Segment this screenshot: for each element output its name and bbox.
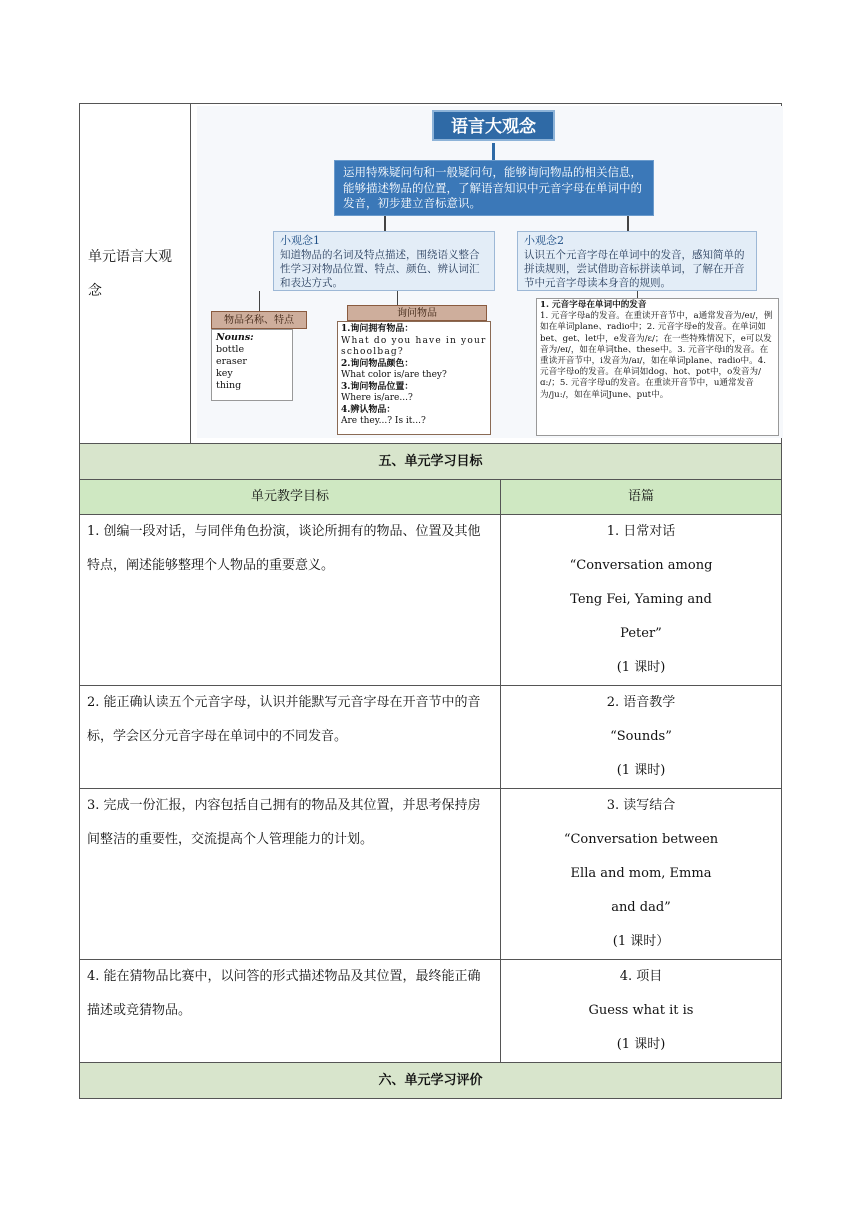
- document-table: [79, 103, 782, 1099]
- sounds-text: 1. 元音字母a的发音。在重读开音节中，a通常发音为/eɪ/，例如在单词plane、radio中；2. 元音字母e的发音。在单词如bet、get、let中，e发音为/ɛ/；在一些特殊情况下，e可以发音为/eɪ/，如在单词the、these中。3. 元音字母i的发音。在重读开音节中，i发音为/aɪ/，如在单词plane、radio中。4. 元音字母o的发音。在单词如dog、hot、pot中，o发音为/ɑ:/；5. 元音字母u的发音。在重读开音节中，u通常发音为/ju:/，如在单词June、put中。: [540, 311, 773, 400]
- sub-idea-2-box: [517, 231, 757, 291]
- ask-body: Are they...? Is it...?: [341, 416, 426, 426]
- connector-sounds: [637, 291, 638, 298]
- concept-diagram-cell: [191, 104, 782, 444]
- concept-label: 单元语言大观念: [88, 248, 172, 299]
- text-cell: [501, 515, 782, 686]
- connector-tag2: [397, 291, 398, 305]
- text-line: “Sounds”: [610, 729, 672, 744]
- tag-ask: 询问物品: [347, 305, 487, 321]
- ask-head: 4.辨认物品：: [341, 404, 396, 415]
- text-line: (1 课时): [616, 763, 666, 778]
- ask-body: What do you have in your schoolbag?: [341, 335, 487, 357]
- text-line: “Conversation among: [569, 558, 713, 573]
- ask-box: [337, 321, 491, 435]
- column-header-row: [80, 480, 782, 515]
- tag-items: 物品名称、特点: [211, 311, 307, 329]
- goal-row: [80, 686, 782, 789]
- sub-idea-2-text: 认识五个元音字母在单词中的发音，感知简单的拼读规则，尝试借助音标拼读单词，了解在开音节中元音字母读本身音的规则。: [524, 249, 745, 289]
- text-line: 2. 语音教学: [606, 695, 676, 710]
- text-line: “Conversation between: [563, 832, 719, 847]
- arrow-up-line: [492, 143, 495, 160]
- section6-header-row: [80, 1063, 782, 1099]
- goal-row: [80, 789, 782, 960]
- text-line: 4. 项目: [619, 969, 663, 984]
- section5-header-row: [80, 444, 782, 480]
- goal-text: 1. 创编一段对话，与同伴角色扮演，谈论所拥有的物品、位置及其他特点，阐述能够整理个人物品的重要意义。: [80, 515, 501, 686]
- goal-row: [80, 960, 782, 1063]
- section5-title: 五、单元学习目标: [80, 444, 782, 480]
- text-cell: [501, 960, 782, 1063]
- nouns-title: Nouns:: [216, 332, 254, 343]
- ask-body: What color is/are they?: [341, 370, 447, 380]
- noun-item: key: [216, 368, 233, 379]
- ask-head: 3.询问物品位置：: [341, 381, 414, 392]
- noun-item: bottle: [216, 344, 245, 355]
- ask-body: Where is/are...?: [341, 393, 413, 403]
- text-line: 1. 日常对话: [606, 524, 676, 539]
- section6-title: 六、单元学习评价: [80, 1063, 782, 1099]
- goal-text: 3. 完成一份汇报，内容包括自己拥有的物品及其位置，并思考保持房间整洁的重要性，交流提高个人管理能力的计划。: [80, 789, 501, 960]
- noun-item: thing: [216, 380, 242, 391]
- concept-label-cell: [80, 104, 191, 444]
- text-line: (1 课时): [616, 660, 666, 675]
- text-line: (1 课时): [616, 1037, 666, 1052]
- concept-diagram: [197, 106, 783, 438]
- sub-idea-2-title: 小观念2: [524, 234, 564, 247]
- text-line: and dad”: [611, 900, 671, 915]
- sounds-box: [536, 298, 779, 436]
- text-line: Guess what it is: [588, 1003, 694, 1018]
- concept-row: [80, 104, 782, 444]
- ask-head: 1.询问拥有物品：: [341, 324, 414, 334]
- col-goal-header: 单元教学目标: [80, 480, 501, 515]
- col-text-header: 语篇: [501, 480, 782, 515]
- text-line: 3. 读写结合: [606, 798, 676, 813]
- connector-right: [627, 216, 629, 231]
- connector-tag1: [259, 291, 260, 311]
- nouns-box: [211, 329, 293, 401]
- sounds-title: 1. 元音字母在单词中的发音: [540, 300, 647, 310]
- goal-row: [80, 515, 782, 686]
- text-cell: [501, 686, 782, 789]
- diagram-title: 语言大观念: [432, 110, 555, 141]
- text-cell: [501, 789, 782, 960]
- sub-idea-1-title: 小观念1: [280, 234, 320, 247]
- main-idea-box: 运用特殊疑问句和一般疑问句，能够询问物品的相关信息，能够描述物品的位置，了解语音知识中元音字母在单词中的发音，初步建立音标意识。: [334, 160, 654, 216]
- noun-item: eraser: [216, 356, 247, 367]
- sub-idea-1-box: [273, 231, 495, 291]
- goal-text: 4. 能在猜物品比赛中，以问答的形式描述物品及其位置，最终能正确描述或竞猜物品。: [80, 960, 501, 1063]
- text-line: Teng Fei, Yaming and: [570, 592, 712, 607]
- text-line: Ella and mom, Emma: [570, 866, 712, 881]
- text-line: Peter”: [620, 626, 662, 641]
- ask-head: 2.询问物品颜色：: [341, 358, 414, 369]
- sub-idea-1-text: 知道物品的名词及特点描述，围绕语义整合性学习对物品位置、特点、颜色、辨认词汇和表达方式。: [280, 249, 480, 289]
- text-line: (1 课时）: [612, 934, 670, 949]
- goal-text: 2. 能正确认读五个元音字母，认识并能默写元音字母在开音节中的音标，学会区分元音字母在单词中的不同发音。: [80, 686, 501, 789]
- connector-left: [384, 216, 386, 231]
